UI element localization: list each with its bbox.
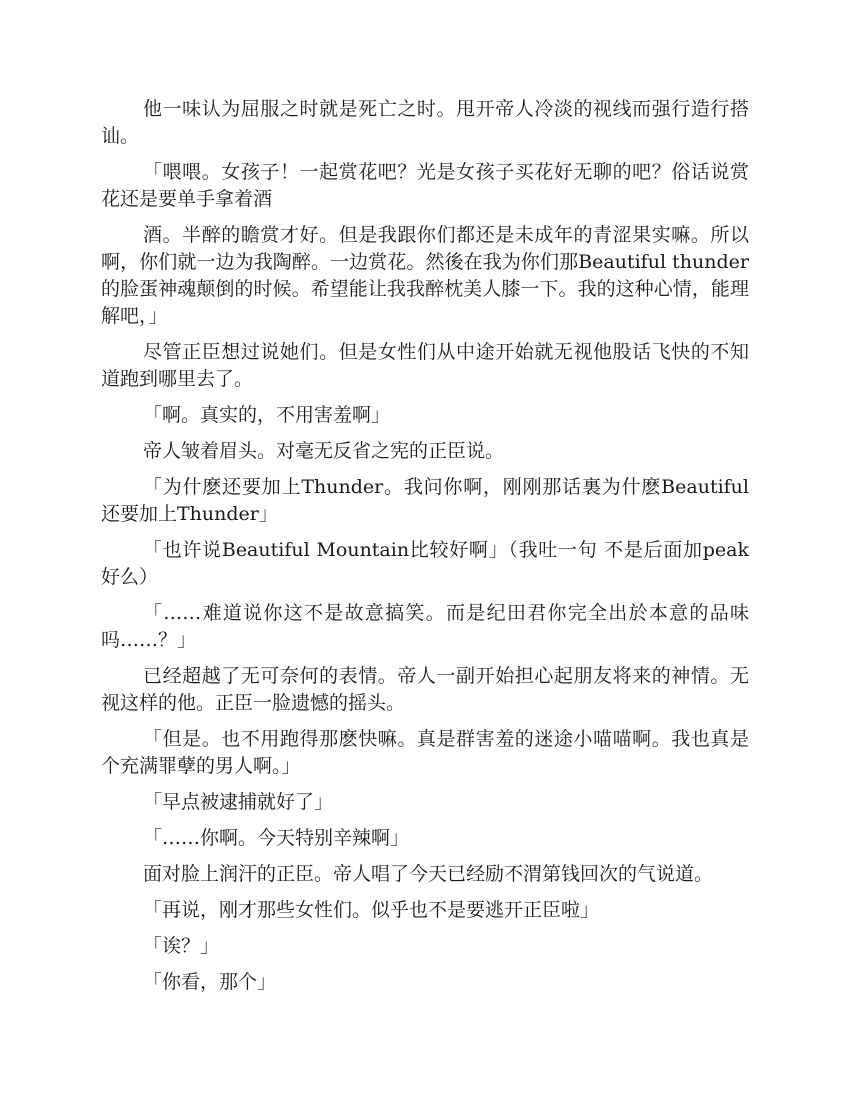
document-page bbox=[101, 96, 749, 1005]
paragraph: 「诶？」 bbox=[143, 935, 220, 957]
paragraph: 「但是。也不用跑得那麽快嘛。真是群害羞的迷途小喵喵啊。我也真是个充满罪孽的男人啊。」 bbox=[101, 728, 749, 777]
paragraph: 「你看，那个」 bbox=[143, 971, 277, 993]
paragraph: 已经超越了无可奈何的表情。帝人一副开始担心起朋友将来的神情。无视这样的他。正臣一脸遗憾的摇头。 bbox=[101, 665, 749, 714]
paragraph: 帝人皱着眉头。对毫无反省之宪的正臣说。 bbox=[143, 440, 505, 462]
paragraph: 「早点被逮捕就好了」 bbox=[143, 791, 334, 813]
paragraph: 「再说，刚才那些女性们。似乎也不是要逃开正臣啦」 bbox=[143, 899, 600, 921]
paragraph: 酒。半醉的瞻赏才好。但是我跟你们都还是未成年的青涩果实嘛。所以啊，你们就一边为我陶醉。一边赏花。然後在我为你们那Beautiful thunder的脸蛋神魂颠倒的时候。希望能让我我醉枕美人膝一下。我的这种心情，能理解吧，」 bbox=[101, 224, 749, 327]
paragraph: 「……你啊。今天特别辛辣啊」 bbox=[143, 827, 410, 849]
paragraph: 面对脸上润汗的正臣。帝人唱了今天已经励不渭第钱回次的气说道。 bbox=[143, 863, 714, 885]
paragraph: 尽管正臣想过说她们。但是女性们从中途开始就无视他股话飞快的不知道跑到哪里去了。 bbox=[101, 341, 749, 390]
paragraph: 「啊。真实的，不用害羞啊」 bbox=[143, 404, 391, 426]
paragraph: 他一味认为屈服之时就是死亡之时。甩开帝人冷淡的视线而强行造行搭讪。 bbox=[101, 98, 749, 147]
paragraph: 「也许说Beautiful Mountain比较好啊」（我吐一句 不是后面加peak好么） bbox=[101, 539, 749, 588]
paragraph: 「为什麽还要加上Thunder。我问你啊，刚刚那话裏为什麽Beautiful还要加上Thunder」 bbox=[101, 476, 749, 525]
paragraph: 「喂喂。女孩子！一起赏花吧？光是女孩子买花好无聊的吧？俗话说赏花还是要单手拿着酒 bbox=[101, 161, 749, 210]
paragraph: 「……难道说你这不是故意搞笑。而是纪田君你完全出於本意的品味吗……？」 bbox=[101, 602, 749, 651]
